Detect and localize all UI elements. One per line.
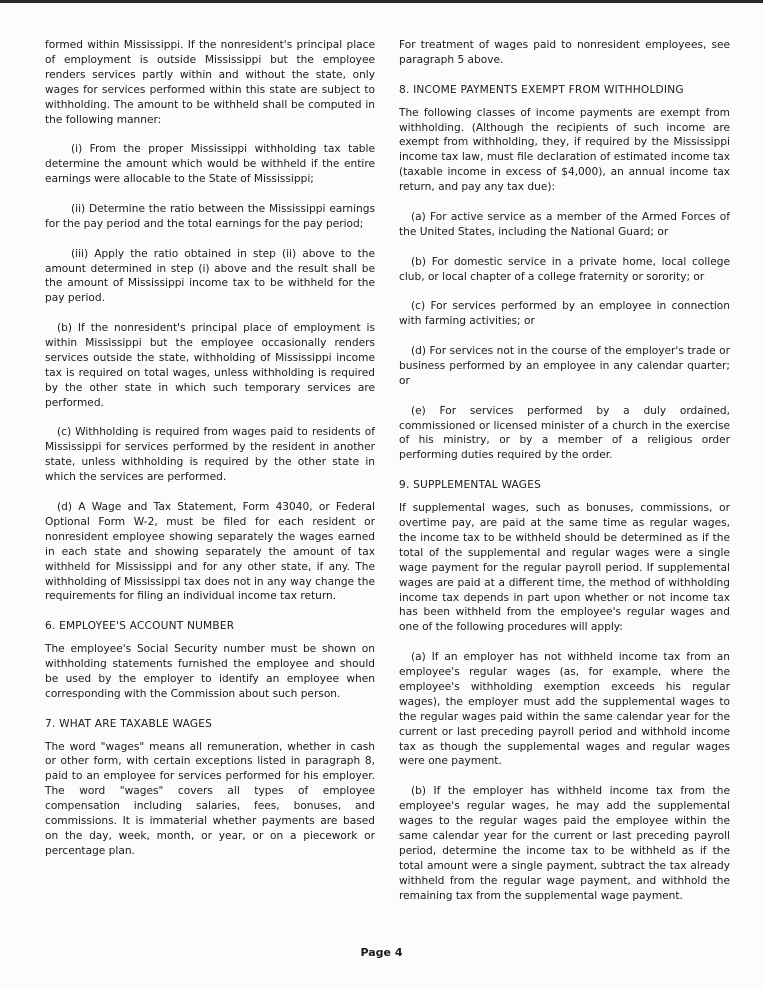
paragraph-nonresident-ref: For treatment of wages paid to nonresident employees, see paragraph 5 above.	[399, 39, 730, 66]
page-number: Page 4	[360, 946, 403, 959]
paragraph-intro: formed within Mississippi. If the nonresident's principal place of employment is outside Mississippi but the employee renders services partly within and without the state, only wages for services performed within this state are subject to withholding. The amount to be withheld shall be computed in the following manner:	[45, 39, 375, 126]
exempt-e: (e) For services performed by a duly ordained, commissioned or licensed minister of a church in the exercise of his ministry, or by a member of a religious order performing duties required by the order.	[399, 404, 730, 462]
exempt-d: (d) For services not in the course of the employer's trade or business performed by an employee in any calendar quarter; or	[399, 345, 730, 387]
top-border-line	[0, 0, 763, 3]
heading-9: 9. SUPPLEMENTAL WAGES	[399, 479, 542, 492]
exempt-c: (c) For services performed by an employee in connection with farming activities; or	[399, 300, 730, 328]
step-iii: (iii) Apply the ratio obtained in step (ii) above to the amount determined in step (i) above and the result shall be the amount of Mississippi income tax to be withheld for the pay period.	[45, 247, 375, 305]
right-column	[399, 38, 730, 918]
exempt-b: (b) For domestic service in a private home, local college club, or local chapter of a college fraternity or sorority; or	[399, 255, 730, 283]
supplemental-b: (b) If the employer has withheld income tax from the employee's regular wages, he may add the supplemental wages to the regular wages paid the employee within the same calendar year for the current or last preceding payroll period, determine the income tax to be withheld as if the total amount were a single payment, subtract the tax already withheld from the regular wage payment, and withhold the remaining tax from the supplemental wage payment.	[399, 785, 730, 902]
step-ii: (ii) Determine the ratio between the Mississippi earnings for the pay period and the total earnings for the pay period;	[45, 202, 375, 230]
paragraph-8: The following classes of income payments are exempt from withholding. (Although the recipients of such income are exempt from withholding, they, if required by the Mississippi income tax law, must file declaration of estimated income tax (taxable income in excess of $4,000), an annual income tax return, and pay any tax due):	[399, 106, 730, 194]
item-d: (d) A Wage and Tax Statement, Form 43040, or Federal Optional Form W-2, must be filed for each resident or nonresident employee showing separately the wages earned in each state and showing separately the amount of tax withheld for Mississippi and for any other state, if any. The withholding of Mississippi tax does not in any way change the requirements for filing an individual income tax return.	[45, 501, 375, 603]
heading-6: 6. EMPLOYEE'S ACCOUNT NUMBER	[45, 620, 235, 633]
left-column	[45, 38, 375, 874]
supplemental-a: (a) If an employer has not withheld income tax from an employee's regular wages (as, for example, where the employee's withholding exemption exceeds his regular wages), the employer must add the supplemental wages to the regular wages paid within the same calendar year for the current or last preceding payroll period and withhold income tax as though the supplemental wages and regular wages were one payment.	[399, 651, 730, 768]
heading-7: 7. WHAT ARE TAXABLE WAGES	[45, 717, 213, 730]
paragraph-9: If supplemental wages, such as bonuses, commissions, or overtime pay, are paid at the same time as regular wages, the income tax to be withheld should be determined as if the total of the supplemental and regular wages were a single wage payment for the regular payroll period. If supplemental wages are paid at a different time, the method of withholding income tax depends in part upon whether or not income tax has been withheld from the employee's regular wages and one of the following procedures will apply:	[399, 502, 730, 634]
paragraph-6: The employee's Social Security number must be shown on withholding statements furnished the employee and should be used by the employer to identify an employee when corresponding with the Commission about such person.	[45, 643, 375, 700]
item-c: (c) Withholding is required from wages paid to residents of Mississippi for services performed by the resident in another state, unless withholding is required by the other state in which the services are performed.	[45, 426, 375, 484]
item-b: (b) If the nonresident's principal place of employment is within Mississippi but the employee occasionally renders services outside the state, withholding of Mississippi income tax is required on total wages, unless withholding is required by the other state in which such temporary services are performed.	[45, 322, 375, 409]
paragraph-7: The word "wages" means all remuneration, whether in cash or other form, with certain exceptions listed in paragraph 8, paid to an employee for services performed for his employer. The word "wages" covers all types of employee compensation including salaries, fees, bonuses, and commissions. It is immaterial whether payments are based on the day, week, month, or year, or on a piecework or percentage plan.	[45, 740, 375, 857]
step-i: (i) From the proper Mississippi withholding tax table determine the amount which would be withheld if the entire earnings were allocable to the State of Mississippi;	[45, 143, 375, 186]
heading-8: 8. INCOME PAYMENTS EXEMPT FROM WITHHOLDING	[399, 83, 684, 96]
exempt-a: (a) For active service as a member of the Armed Forces of the United States, including the National Guard; or	[399, 210, 730, 238]
